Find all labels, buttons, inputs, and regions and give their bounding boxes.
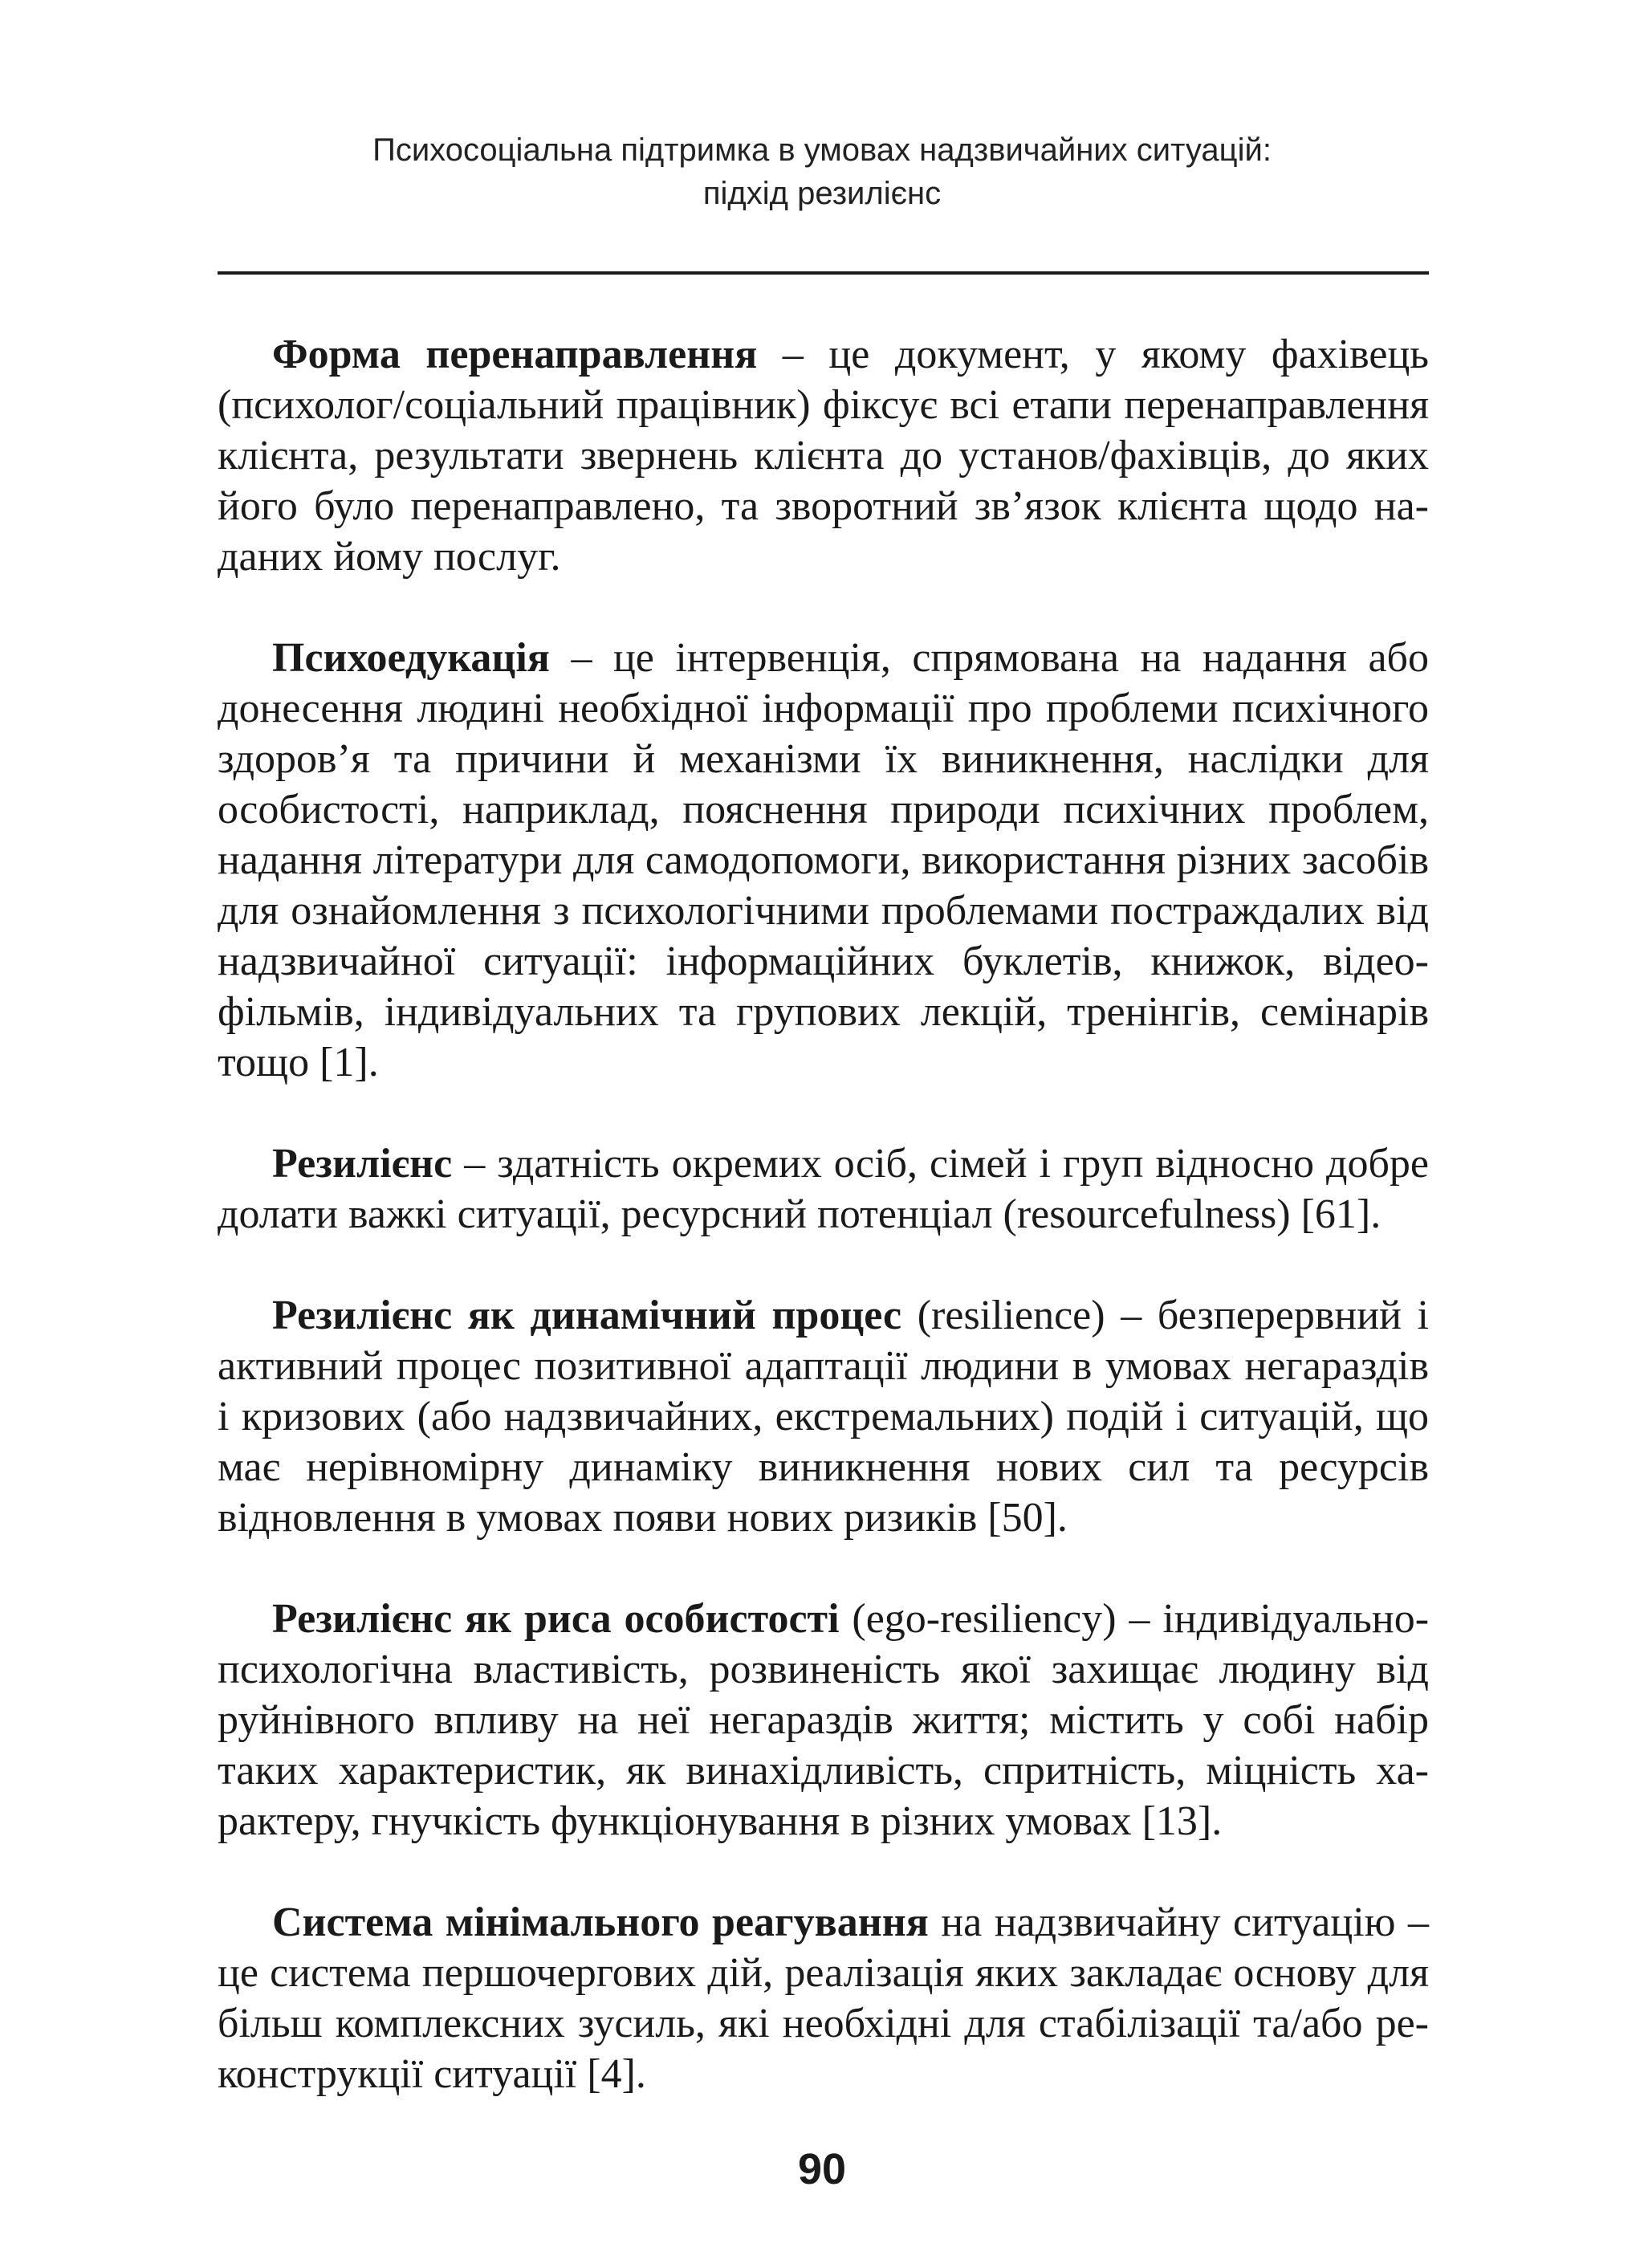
definition-resilience-process: (resilience) – безперервний і активний процес позитивної адаптації людини в умовах негараздів і кризових (або надзвичайних, екстремальних) подій і ситуацій, що має нерівномірну динаміку виникнення нових сил та ресурсів відновлення в умовах появи нових ризиків [50]. [218,1293,1429,1541]
term-resilience-process: Резилієнс як динамічний процес [272,1293,902,1338]
term-resilience: Резилієнс [272,1141,453,1187]
definition-resilience: – здатність окремих осіб, сімей і груп відносно добре долати важкі ситуації, ресурсний потенціал (resourcefulness) [61]. [218,1141,1429,1237]
glossary-entry-resilience [218,1138,1429,1240]
running-header [0,128,1644,215]
glossary-entry-minimal-response-system [218,1897,1429,2099]
glossary-body [218,329,1429,2150]
header-rule [218,271,1429,275]
page-number: 90 [797,2145,847,2193]
definition-referral-form: – це документ, у якому фахівець (психолог/соціальний працівник) фіксує всі етапи перенаправлення клієнта, результати звернень клієнта до установ/фахівців, до яких його було перенаправлено, та зворотний зв’язок клієнта щодо наданих йому послуг. [218,332,1429,580]
term-resilience-trait: Резилієнс як риса особистості [272,1596,840,1642]
glossary-entry-psychoeducation [218,633,1429,1088]
glossary-entry-referral-form [218,329,1429,582]
definition-resilience-trait: (ego-resiliency) – індивідуально-психологічна властивість, розвиненість якої захищає людину від руйнівного впливу на неї негараздів життя; містить у собі набір таких характеристик, як винахідливість, спритність, міцність характеру, гнучкість функціонування в різних умовах [13]. [218,1596,1430,1844]
term-minimal-response-system: Система мінімального реагування [272,1900,929,1945]
term-psychoeducation: Психоедукація [272,635,550,681]
header-title-line-1: Психосоціальна підтримка в умовах надзвичайних ситуацій: [372,132,1272,168]
term-referral-form: Форма перенаправлення [272,332,758,377]
definition-psychoeducation: – це інтервенція, спрямована на надання або донесення людині необхідної інформації про проблеми психічного здоров’я та причини й механізми їх виникнення, наслідки для особистості, наприклад, пояснення природи психічних проблем, надання літератури для самодопомоги, використання різних засобів для ознайомлення з психологічними проблемами постраждалих від надзвичайної ситуації: інформаційних буклетів, книжок, відеофільмів, індивідуальних та групових лекцій, тренінгів, семінарів тощо [1]. [218,635,1429,1085]
glossary-entry-resilience-trait [218,1594,1429,1847]
definition-minimal-response-system: на надзвичайну ситуацію – це система першочергових дій, реалізація яких закладає основу для більш комплексних зусиль, які необхідні для стабілізації та/або реконструкції ситуації [4]. [218,1900,1430,2097]
header-title-line-2: підхід резилієнс [702,176,942,211]
glossary-entry-resilience-process [218,1290,1429,1543]
